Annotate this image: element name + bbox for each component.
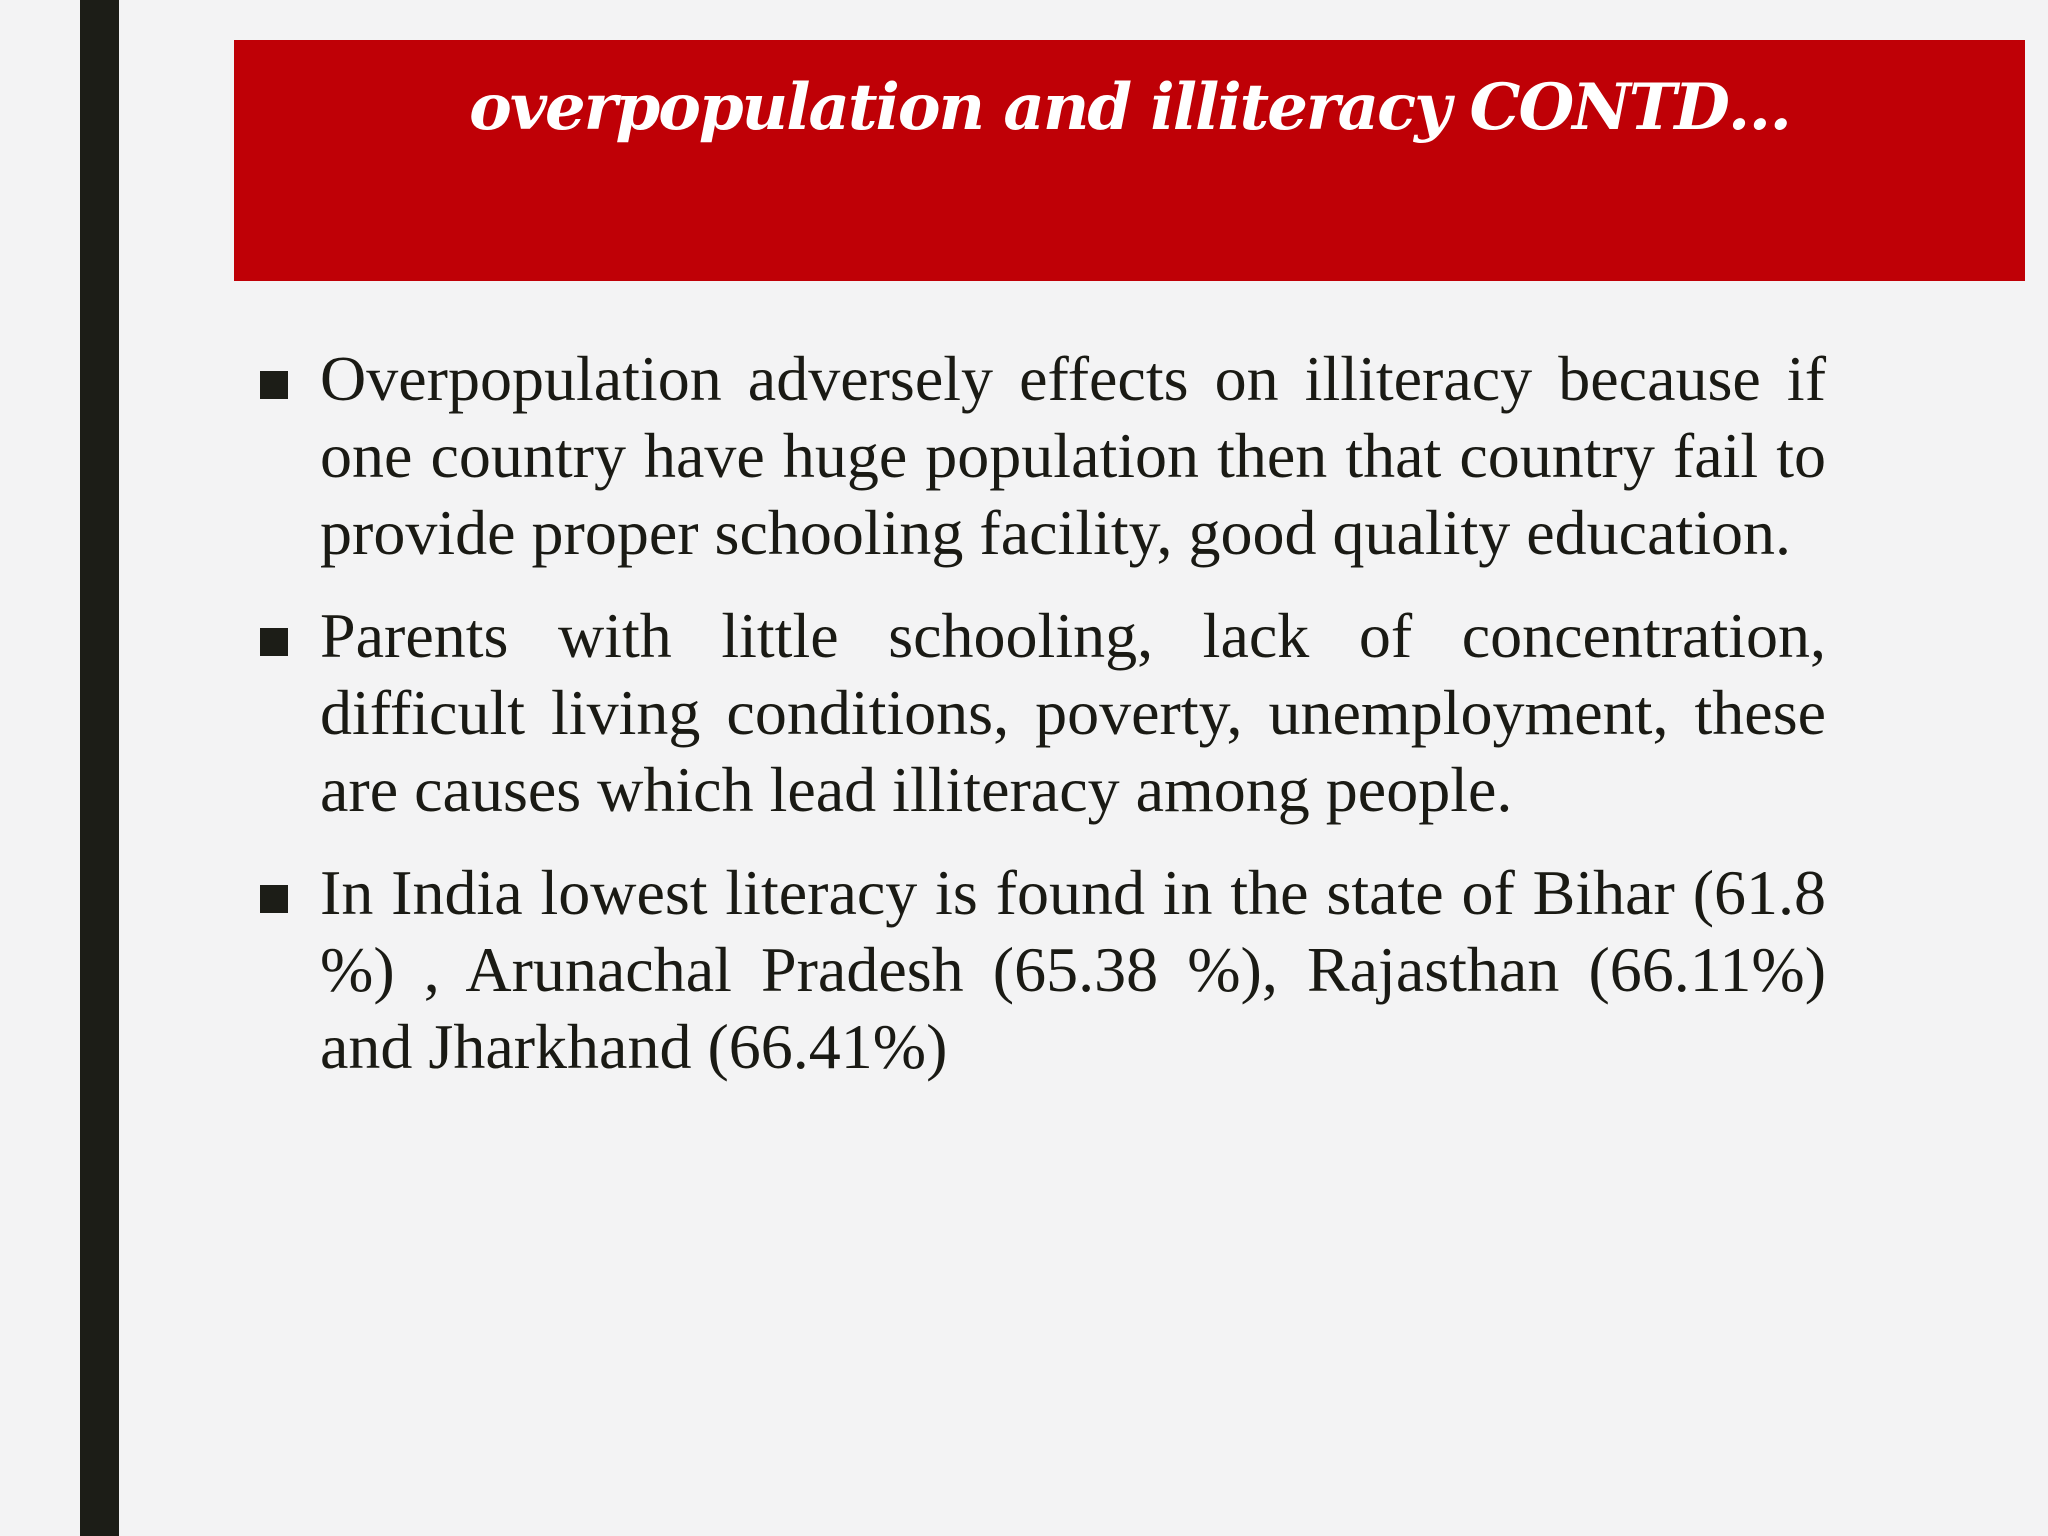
bullet-text: In India lowest literacy is found in the state of Bihar (61.8 %) , Arunachal Pradesh (65.38 %), Rajasthan (66.11%) and Jharkhand (66.41%)	[320, 857, 1826, 1082]
square-bullet-icon	[260, 628, 288, 656]
slide-title: overpopulation and illiteracy CONTD…	[469, 70, 1790, 145]
left-accent-bar	[80, 0, 119, 1536]
bullet-text: Overpopulation adversely effects on illiteracy because if one country have huge population then that country fail to provide proper schooling facility, good quality education.	[320, 343, 1826, 568]
square-bullet-icon	[260, 885, 288, 913]
title-band	[234, 40, 2025, 281]
square-bullet-icon	[260, 371, 288, 399]
bullet-list	[258, 340, 1826, 1111]
bullet-item	[258, 597, 1826, 828]
bullet-item	[258, 340, 1826, 571]
bullet-text: Parents with little schooling, lack of concentration, difficult living conditions, poverty, unemployment, these are causes which lead illiteracy among people.	[320, 600, 1826, 825]
bullet-item	[258, 854, 1826, 1085]
